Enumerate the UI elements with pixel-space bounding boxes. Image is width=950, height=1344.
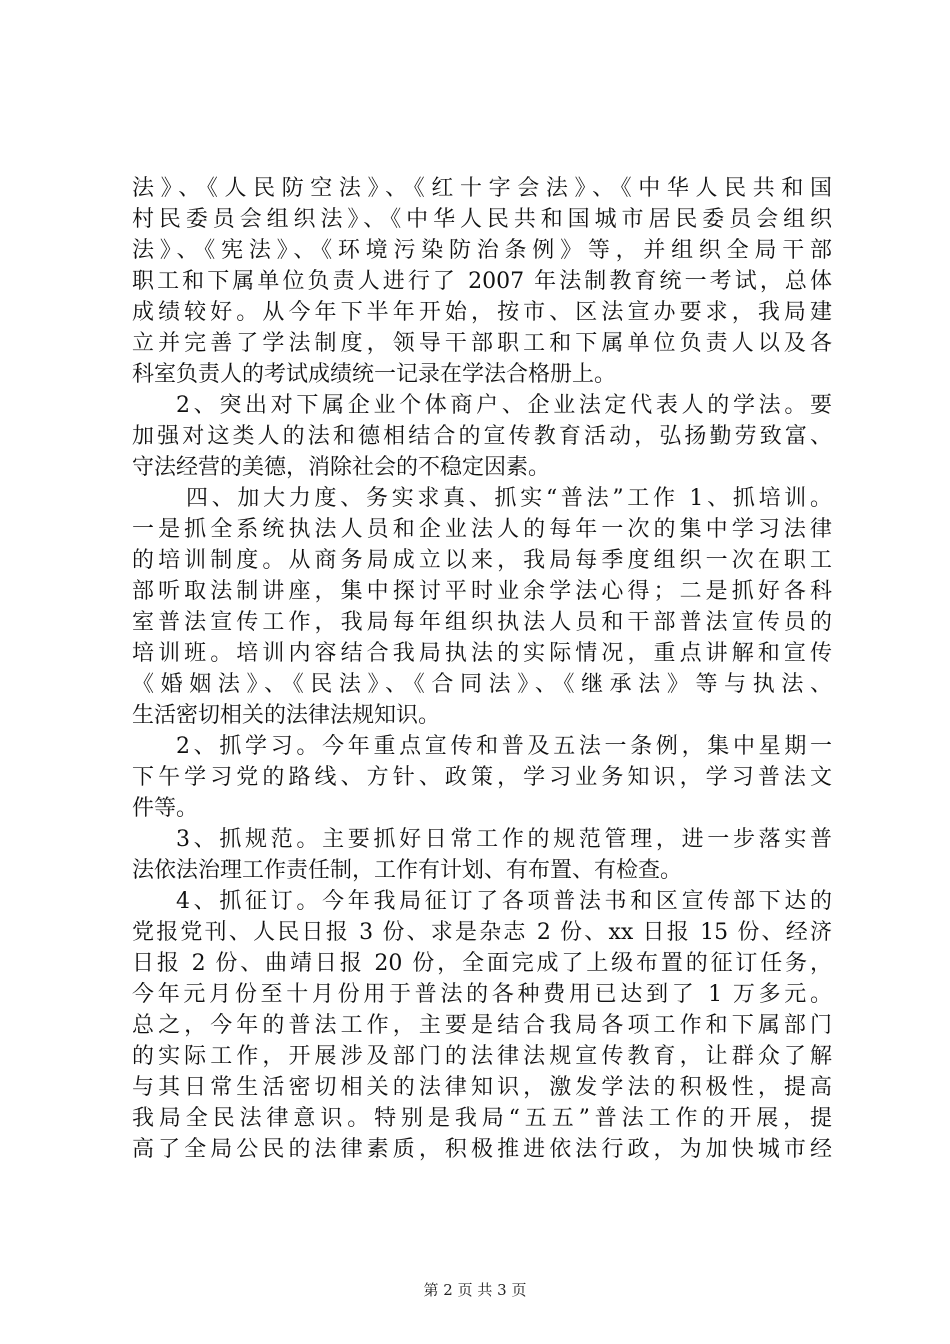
text-line: 与其日常生活密切相关的法律知识，激发学法的积极性，提高 <box>132 1075 832 1100</box>
section-heading-line: 四、加大力度、务实求真、抓实“普法”工作 1、抓培训。 <box>186 486 832 511</box>
document-body <box>132 173 832 1165</box>
text-line: 科室负责人的考试成绩统一记录在学法合格册上。 <box>132 362 617 387</box>
text-line: 我局全民法律意识。特别是我局“五五”普法工作的开展，提 <box>132 1106 832 1131</box>
text-line: 总之，今年的普法工作，主要是结合我局各项工作和下属部门 <box>132 1013 832 1038</box>
text-line: 培训班。培训内容结合我局执法的实际情况，重点讲解和宣传 <box>132 641 832 666</box>
text-line: 部听取法制讲座，集中探讨平时业余学法心得；二是抓好各科 <box>132 579 832 604</box>
text-line: 4、抓征订。今年我局征订了各项普法书和区宣传部下达的 <box>176 889 832 914</box>
text-line: 守法经营的美德，消除社会的不稳定因素。 <box>132 455 551 480</box>
text-line: 职工和下属单位负责人进行了 2007 年法制教育统一考试，总体 <box>132 269 832 294</box>
text-line: 2、抓学习。今年重点宣传和普及五法一条例，集中星期一 <box>176 734 832 759</box>
text-line: 党报党刊、人民日报 3 份、求是杂志 2 份、xx 日报 15 份、经济 <box>132 920 832 945</box>
text-line: 室普法宣传工作，我局每年组织执法人员和干部普法宣传员的 <box>132 610 832 635</box>
text-line: 法依法治理工作责任制，工作有计划、有布置、有检查。 <box>132 858 683 883</box>
text-line: 一是抓全系统执法人员和企业法人的每年一次的集中学习法律 <box>132 517 832 542</box>
text-line: 法》、《人民防空法》、《红十字会法》、《中华人民共和国 <box>132 176 832 201</box>
text-line: 日报 2 份、曲靖日报 20 份，全面完成了上级布置的征订任务， <box>132 951 832 976</box>
text-line: 的培训制度。从商务局成立以来，我局每季度组织一次在职工 <box>132 548 832 573</box>
text-line: 高了全局公民的法律素质，积极推进依法行政，为加快城市经 <box>132 1137 832 1162</box>
text-line: 立并完善了学法制度，领导干部职工和下属单位负责人以及各 <box>132 331 832 356</box>
text-line: 加强对这类人的法和德相结合的宣传教育活动，弘扬勤劳致富、 <box>132 424 832 449</box>
page-number-footer: 第 2 页 共 3 页 <box>423 1281 527 1299</box>
text-line: 下午学习党的路线、方针、政策，学习业务知识，学习普法文 <box>132 765 832 790</box>
text-line: 2、突出对下属企业个体商户、企业法定代表人的学法。要 <box>176 393 832 418</box>
text-line: 件等。 <box>132 796 199 821</box>
text-line: 生活密切相关的法律法规知识。 <box>132 703 441 728</box>
text-line: 《婚姻法》、《民法》、《合同法》、《继承法》等与执法、 <box>132 672 832 697</box>
text-line: 的实际工作，开展涉及部门的法律法规宣传教育，让群众了解 <box>132 1044 832 1069</box>
text-line: 村民委员会组织法》、《中华人民共和国城市居民委员会组织 <box>132 207 832 232</box>
text-line: 3、抓规范。主要抓好日常工作的规范管理，进一步落实普 <box>176 827 832 852</box>
text-line: 法》、《宪法》、《环境污染防治条例》等，并组织全局干部 <box>132 238 832 263</box>
text-line: 成绩较好。从今年下半年开始，按市、区法宣办要求，我局建 <box>132 300 832 325</box>
text-line: 今年元月份至十月份用于普法的各种费用已达到了 1 万多元。 <box>132 982 832 1007</box>
